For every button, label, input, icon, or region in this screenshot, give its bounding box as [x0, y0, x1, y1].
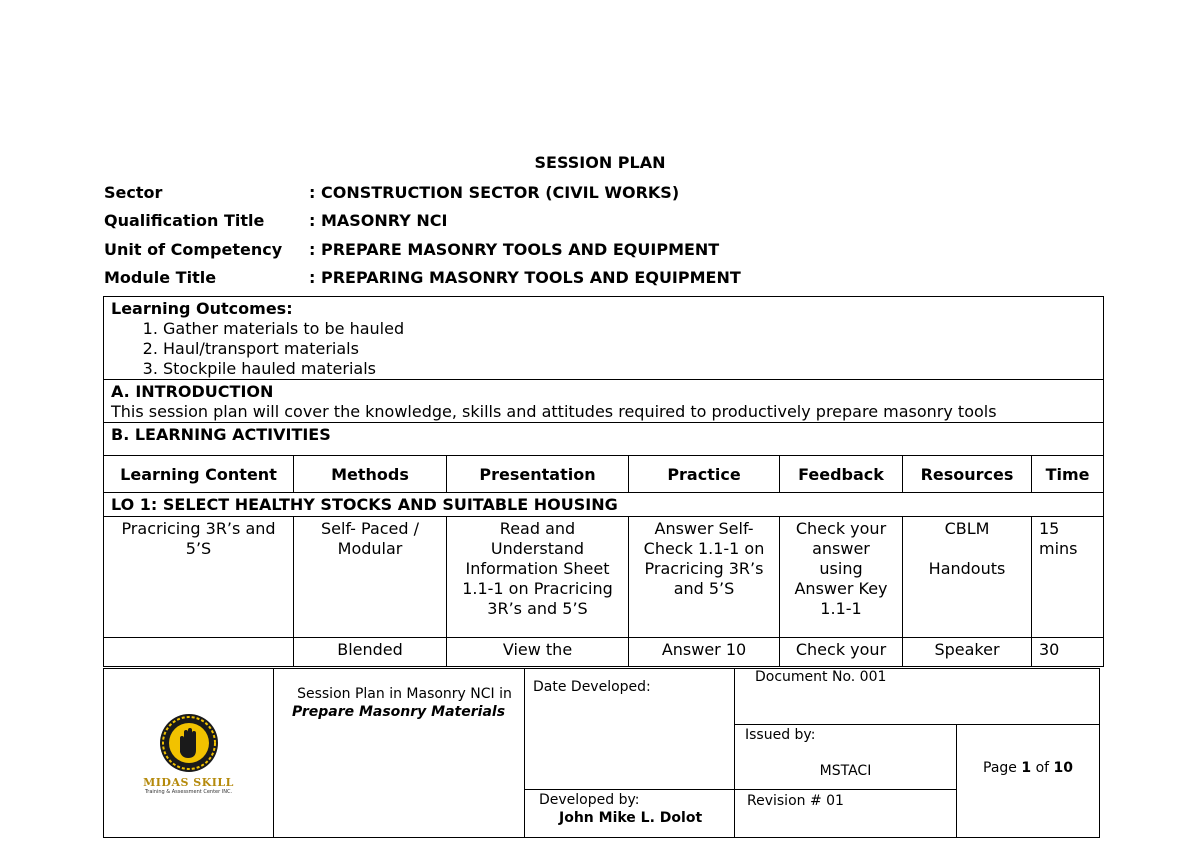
date-developed-label: Date Developed: [533, 679, 651, 695]
logo [104, 669, 273, 837]
introduction-text: This session plan will cover the knowledge, skills and attitudes required to productively prepare masonry tools [111, 402, 997, 421]
cell-content: Pracricing 3R’s and 5’S [104, 517, 294, 638]
learning-outcomes-heading: Learning Outcomes: [111, 299, 293, 318]
column-header: Practice [629, 456, 780, 493]
column-header: Presentation [447, 456, 629, 493]
cell-feedback: Check your [780, 638, 903, 667]
meta-value: : CONSTRUCTION SECTOR (CIVIL WORKS) [309, 183, 680, 202]
meta-value: : PREPARE MASONRY TOOLS AND EQUIPMENT [309, 240, 720, 259]
logo-text: MIDAS SKILL [143, 775, 234, 789]
page-number [957, 760, 1099, 776]
page-total: 10 [1053, 760, 1073, 776]
session-plan-table [103, 296, 1104, 667]
document-no: Document No. 001 [755, 669, 887, 685]
page-title: SESSION PLAN [534, 153, 666, 172]
revision: Revision # 01 [747, 793, 844, 809]
page-word: Page [983, 760, 1017, 776]
page-number-cell [957, 725, 1100, 838]
learning-outcomes-cell [104, 297, 1104, 380]
activities-heading: B. LEARNING ACTIVITIES [104, 423, 1104, 456]
column-header: Methods [294, 456, 447, 493]
page-current: 1 [1021, 760, 1032, 776]
cell-time: 15 mins [1032, 517, 1104, 638]
introduction-cell [104, 380, 1104, 423]
meta-label: Qualification Title [104, 211, 265, 230]
cell-practice: Answer 10 [629, 638, 780, 667]
introduction-heading: A. INTRODUCTION [111, 382, 274, 401]
cell-feedback: Check your answer using Answer Key 1.1-1 [780, 517, 903, 638]
table-header-row [104, 456, 1104, 493]
cell-practice: Answer Self-Check 1.1-1 on Pracricing 3R’s and 5’S [629, 517, 780, 638]
hand-emblem-icon [154, 712, 224, 774]
issued-by-cell [735, 725, 957, 790]
list-item: 1. Gather materials to be hauled [163, 319, 1096, 339]
list-item: 3. Stockpile hauled materials [163, 359, 1096, 379]
list-item: 2. Haul/transport materials [163, 339, 1096, 359]
cell-time: 30 [1032, 638, 1104, 667]
document-no-cell [735, 669, 1100, 725]
revision-cell [735, 790, 957, 838]
meta-label: Unit of Competency [104, 240, 283, 259]
table-row [104, 517, 1104, 638]
lo1-heading: LO 1: SELECT HEALTHY STOCKS AND SUITABLE HOUSING [104, 493, 1104, 517]
meta-value: : PREPARING MASONRY TOOLS AND EQUIPMENT [309, 268, 741, 287]
cell-resources: Speaker [903, 638, 1032, 667]
cell-resources [903, 517, 1032, 638]
developed-by-label: Developed by: [539, 792, 640, 808]
document-footer [103, 668, 1100, 838]
cell-methods: Self- Paced / Modular [294, 517, 447, 638]
plan-line1: Session Plan in Masonry NCI in [297, 686, 512, 702]
column-header: Learning Content [104, 456, 294, 493]
cell-presentation: Read and Understand Information Sheet 1.1-1 on Pracricing 3R’s and 5’S [447, 517, 629, 638]
learning-outcomes-list [111, 319, 1096, 379]
column-header: Time [1032, 456, 1104, 493]
meta-value: : MASONRY NCI [309, 211, 448, 230]
resource-item: CBLM [944, 519, 990, 538]
meta-label: Module Title [104, 268, 217, 287]
issued-by-value: MSTACI [819, 763, 872, 779]
page-of: of [1035, 760, 1050, 776]
issued-by-label: Issued by: [745, 727, 816, 743]
developed-by-cell [525, 790, 735, 838]
meta-label: Sector [104, 183, 163, 202]
resource-item: Handouts [928, 559, 1006, 578]
developed-by-name: John Mike L. Dolot [559, 810, 703, 826]
plan-line2: Prepare Masonry Materials [292, 704, 506, 720]
date-developed-cell [525, 669, 735, 790]
cell-methods: Blended [294, 638, 447, 667]
plan-title-cell [274, 669, 525, 838]
table-row [104, 638, 1104, 667]
logo-cell [104, 669, 274, 838]
column-header: Resources [903, 456, 1032, 493]
cell-presentation: View the [447, 638, 629, 667]
column-header: Feedback [780, 456, 903, 493]
logo-subtext: Training & Assessment Center INC. [144, 788, 233, 795]
cell-content [104, 638, 294, 667]
